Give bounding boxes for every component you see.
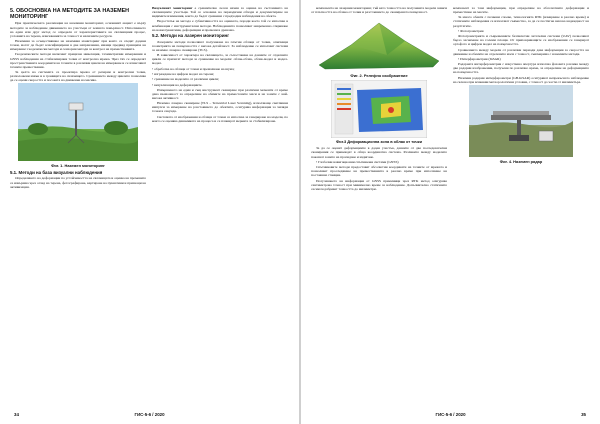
- figure-1-caption: Фиг. 1. Наземен мониторинг: [51, 162, 105, 168]
- paragraph: Системата от изображения и облаци от точки се използва за генериране на модели, по които се оценява динамиката на процеса и се планират мерките за стабилизиране.: [152, 114, 288, 123]
- page-number: 35: [581, 412, 586, 417]
- bullet-item: • Фотограметрия: [458, 28, 484, 33]
- left-page-footer: [0, 412, 299, 420]
- paragraph: Наземния за осъществяване на наземния мониторинг при които се следят дадени точки, могат да бъдат класифицирани в две направления, имащи предвид принципа на измерване: геодезически методи и сензорни методи за контрол на преместванията.: [10, 38, 146, 52]
- paragraph: компонент за тази информация, при определяне на абсолютните деформации и преместване на масите.: [453, 6, 589, 15]
- figure-3-point-cloud: [331, 80, 427, 138]
- journal-name: ГИС-5-6 / 2020: [134, 412, 165, 417]
- left-page-column-1: [10, 6, 146, 190]
- figure-4-caption: Фиг. 4. Наземен радар: [499, 158, 543, 164]
- landscape-photo: [18, 83, 138, 161]
- figure-1-photo: [18, 83, 138, 161]
- right-page-column-1: [311, 6, 447, 192]
- paragraph: Спътниковите методи предоставят абсолютни координати на точките от мрежата и позволяват проследяване на преместванията в реално време при използване на постоянни станции.: [311, 165, 447, 178]
- paragraph: Наземни радарни интерферометри (GB-InSAR) осигуряват непрекъснато наблюдение на склона при всякакви метеорологични условия, с точност до части от милиметъра.: [453, 75, 589, 84]
- right-page-footer: [301, 412, 600, 420]
- figure-2-relief: [315, 15, 443, 71]
- paragraph: Определянето на деформации по устойчивостта на свлачищата и оценка на промените се извършва чрез оглед на терена, фотографиране, картиране на пукнатини и признаци на активизация.: [10, 176, 146, 189]
- paragraph: Геодезическите методи включват прецизна нивелация, тахиметрични измервания и GNSS наблюдения на стабилизирани точки от контролна мрежа. Чрез тях се определят пространствените координати на точките в различни цикли на измерване и се изчисляват техните премествания.: [10, 52, 146, 69]
- paragraph: Радарната интерферометрия с изкуствена апертура използва фазовата разлика между две радарни изображения, получени по различно време, за определяне на деформациите на повърхността.: [453, 62, 589, 75]
- subsection-heading: 5.2. Методи на лазерен мониторинг: [152, 33, 230, 39]
- figure-3-caption: Фиг.3 Деформационна зона в облак от точки: [335, 139, 423, 145]
- right-page: [301, 0, 600, 424]
- journal-name: ГИС-5-6 / 2020: [435, 412, 466, 417]
- bullet-item: • визуализация на деформациите.: [152, 82, 203, 87]
- figure-2-caption: Фиг. 2. Релефно изображение: [350, 72, 408, 78]
- paragraph: За да се оценят деформациите в даден участък, данните от две последователни сканирания се привеждат в обща координатна система. Разликите между моделите показват зоните на пропадане и издигане.: [311, 146, 447, 159]
- figure-4-radar: [469, 85, 573, 157]
- paragraph: Сравнението между модели от различни периоди дава информация за скоростта на движение и обемите на отделените маси с точност, съизмерима с наземните методи.: [453, 47, 589, 56]
- left-page: [0, 0, 299, 424]
- paragraph: За целта на системата се проектира мрежа от реперни и контролни точки, разположени извън и в границите на свлачището. Сравнението между циклите позволява да се оцени скоростта и посоката на движение на масива.: [10, 70, 146, 83]
- paragraph: [152, 6, 288, 18]
- subsection-heading: 5.1. Методи на база визуални наблюдения: [10, 169, 103, 175]
- bold-term: Визуалният мониторинг: [152, 6, 193, 10]
- deformation-map: [331, 80, 427, 138]
- bullet-item: • обработка на облаци от точки и премахване на шума;: [152, 66, 235, 71]
- paragraph: Лазерните методи позволяват получаване на плътни облаци от точки, описващи геометрията на повърхността с висока детайлност. За наблюдение се използват системи за наземно лазерно сканиране (TLS).: [152, 39, 288, 52]
- left-page-column-2: [152, 6, 288, 124]
- section-title: 5. ОБОСНОВКА НА МЕТОДИТЕ ЗА НАЗЕМЕН МОНИТОРИНГ: [10, 7, 130, 20]
- bullet-item: • Интерферометрия (InSAR): [458, 56, 501, 61]
- bullet-item: • Глобални навигационни спътникови системи (GNSS): [316, 159, 399, 164]
- paragraph: Недостатък на метода е субективността на оценката, поради което той се използва в комбинация с инструментални методи. Наблюденията позволяват навременно откриване на нови пукнатини, деформации и промени в дренажа.: [152, 19, 288, 32]
- paragraph: При практическата реализация на наземния мониторинг, основният акцент е върху методите за наблюдение движението на участъци от земната повърхност. Използването на един или друг метод се определя от характеристиките на свлачищния процес, условията на терена, изискванията за точност и наличните ресурси.: [10, 21, 146, 38]
- paragraph: компонента на лазерния мониторинг, тъй като точността на получените модели зависи от плътността на облака от точки и разстоянието до сканираната повърхност.: [311, 6, 447, 15]
- page-number: 34: [14, 412, 19, 417]
- paragraph: Наземно лазерно сканиране (TLS – Terrestrial Laser Scanning), използващо светлинни импулси за измерване на разстоянието до обектите, осигурява информация за хиляди точки в секунда.: [152, 101, 288, 114]
- ground-radar-photo: [469, 85, 573, 157]
- paragraph: Извършеното на един и същ инструмент сканиране при различни моменти от време дава възможност за определяне на обемите на преместените маси и на зоните с най-висока активност.: [152, 87, 288, 100]
- bullet-item: • изграждане на цифров модел на терена;: [152, 71, 215, 76]
- bullet-item: • сравнение на моделите от различни цикли;: [152, 77, 220, 82]
- paragraph: В зависимост от характера на свлачището, за съпоставяне на данните от отделните цикли се прилагат методи за сравнение на модели: облак-облак, облак-модел и модел-модел.: [152, 53, 288, 66]
- paragraph-text: е сравнително лесен начин за оценка на състоянието на свлачищните участъци. Той се основава на периодични обходи и документиране на видимите изменения, които да бъдат сравнени с предходни наблюдения на обекта.: [152, 6, 288, 19]
- paragraph: Фотограметрията и съвременните безпилотни летателни системи (UAV) позволяват бързо заснемане на големи площи. От припокриващите се изображения се генерират ортофото и цифров модел на повърхността.: [453, 34, 589, 47]
- paragraph: Получаването на информация от GNSS приемници чрез RTK метод осигурява сантиметрова точност при минимално време за наблюдение. Допълнително статичните сесии подобряват точността до милиметри.: [311, 178, 447, 191]
- right-page-column-2: [453, 6, 589, 166]
- paragraph: За много обекти с почвени слоеве, технологията RTK (измерване в реално време) и статичните наблюдения се използват съвместно, за да се постигне висока надеждност на резултатите.: [453, 15, 589, 28]
- relief-image: [315, 15, 443, 71]
